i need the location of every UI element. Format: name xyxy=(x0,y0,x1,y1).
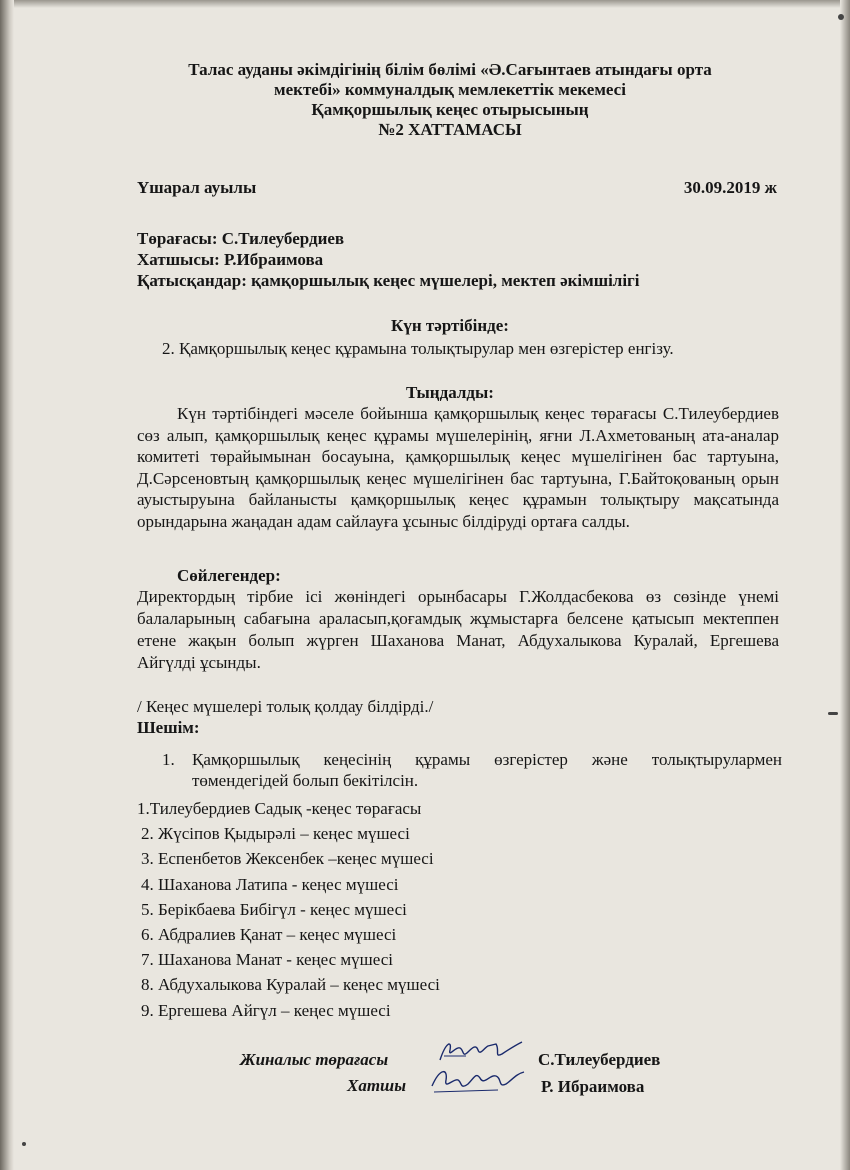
secretary-role: Хатшы xyxy=(347,1076,407,1095)
speakers-body: Директордың тірбие ісі жөніндегі орынбасары Г.Жолдасбекова өз сөзінде үнемі балаларының сабағына араласып,қоғамдық жұмыстарға белсене қатысып мектеппен етене жақын болып жүрген Шаханова Манат, Абдухалыкова Куралай, Ергешева Айгүлді ұсынды. xyxy=(137,587,779,672)
list-item: 7. Шаханова Манат - кеңес мүшесі xyxy=(141,950,393,970)
participants-line: Қатысқандар: қамқоршылық кеңес мүшелері, мектеп әкімшілігі xyxy=(137,271,640,290)
meeting-meta xyxy=(137,228,777,291)
document-header xyxy=(130,60,770,140)
decision-number: 1. xyxy=(162,750,175,769)
list-item: 4. Шаханова Латипа - кеңес мүшесі xyxy=(141,874,399,894)
list-item: 2. Жүсіпов Қыдырәлі – кеңес мүшесі xyxy=(141,824,410,844)
list-item: 8. Абдухалыкова Куралай – кеңес мүшесі xyxy=(141,975,440,995)
members-list xyxy=(137,796,557,1023)
document-title: №2 ХАТТАМАСЫ xyxy=(378,120,522,139)
list-item: 9. Ергешева Айгүл – кеңес мүшесі xyxy=(141,1000,391,1020)
list-item: 6. Абдралиев Қанат – кеңес мүшесі xyxy=(141,925,397,945)
support-note: / Кеңес мүшелері толық қолдау білдірді./ xyxy=(137,697,434,716)
agenda-title: Күн тәртібінде: xyxy=(391,316,509,335)
header-line-3: Қамқоршылық кеңес отырысының xyxy=(311,100,589,119)
scan-spot xyxy=(828,712,838,715)
decision-item xyxy=(162,749,782,791)
date: 30.09.2019 ж xyxy=(683,178,777,197)
chairman-line: Төрағасы: С.Тилеубердиев xyxy=(137,229,345,248)
header-line-2: мектебі» коммуналдық мемлекеттік мекемесі xyxy=(274,80,626,99)
heard-body: Күн тәртібіндегі мәселе бойынша қамқоршылық кеңес төрағасы С.Тилеубердиев сөз алып, қамқоршылық кеңес құрамы мүшелерінің, яғни Л.Ахметованың ата-аналар комитеті төрайымынан босауына, қамқоршылық кеңес мүшелігінен бас тартуына, Д.Сәрсеновтың қамқоршылық кеңес мүшелігінен бас тартуына, Г.Байтоқованың орын ауыстыруына байланысты қамқоршылық кеңес құрамын толықтыру мақсатында орындарына жаңадан адам сайлауға ұсыныс білдіруді ортаға салды. xyxy=(137,404,779,531)
decision-text: Қамқоршылық кеңесінің құрамы өзгерістер және толықтырулармен төмендегідей болып бекітілсін. xyxy=(192,750,782,790)
place: Үшарал ауылы xyxy=(137,178,257,197)
chair-role: Жиналыс төрағасы xyxy=(240,1050,389,1069)
list-item: 1.Тилеубердиев Садық -кеңес төрағасы xyxy=(137,799,422,818)
header-line-1: Талас ауданы әкімдігінің білім бөлімі «Ә.Сағынтаев атындағы орта xyxy=(188,60,712,79)
heard-title: Тыңдалды: xyxy=(406,383,494,402)
secretary-name: Р. Ибраимова xyxy=(541,1077,645,1096)
place-date-row xyxy=(137,177,777,198)
scan-spot xyxy=(22,1142,26,1146)
agenda-item: 2. Қамқоршылық кеңес құрамына толықтырулар мен өзгерістер енгізу. xyxy=(162,339,674,358)
decision-title: Шешім: xyxy=(137,718,200,737)
scan-spot xyxy=(838,14,844,20)
speakers-title: Сөйлегендер: xyxy=(177,566,281,585)
secretary-signature xyxy=(428,1064,528,1098)
secretary-line: Хатшысы: Р.Ибраимова xyxy=(137,250,324,269)
list-item: 5. Берікбаева Бибігүл - кеңес мүшесі xyxy=(141,899,407,919)
list-item: 3. Еспенбетов Жексенбек –кеңес мүшесі xyxy=(141,849,434,869)
chair-name: С.Тилеубердиев xyxy=(538,1050,661,1069)
